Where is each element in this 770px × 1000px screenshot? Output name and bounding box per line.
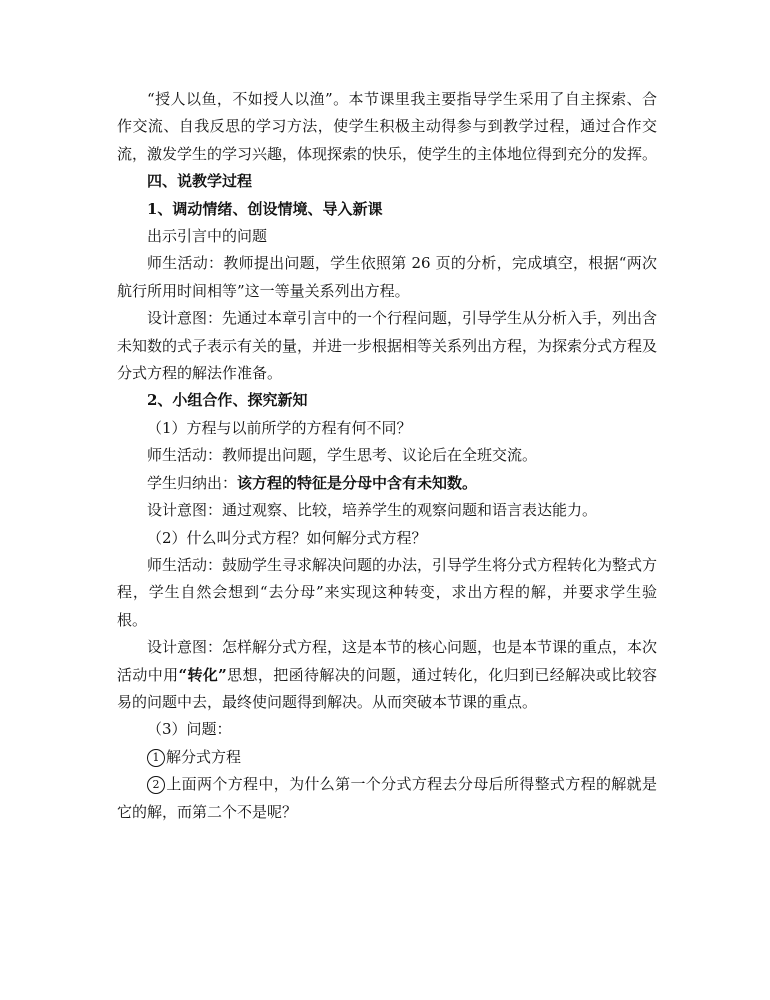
question2-design xyxy=(117,634,657,716)
question2-design-text-b: 思想，把函待解决的问题，通过转化，化归到已经解决或比较容易的问题中去，最终使问题得到解决。从而突破本节课的重点。 xyxy=(117,665,657,711)
question3: （3）问题： xyxy=(147,720,232,739)
step1-activity-paragraph: 师生活动：教师提出问题，学生依照第 26 页的分析，完成填空，根据“两次航行所用时间相等”这一等量关系列出方程。 xyxy=(117,254,657,300)
question3-item2 xyxy=(117,771,657,826)
step1-show-text: 出示引言中的问题 xyxy=(147,227,268,246)
section4-heading: 四、说教学过程 xyxy=(147,172,253,191)
question1-activity: 师生活动：教师提出问题，学生思考、议论后在全班交流。 xyxy=(147,446,538,465)
question2-design-bold: “转化” xyxy=(178,665,227,684)
intro-paragraph: “授人以鱼，不如授人以渔”。本节课里我主要指导学生采用了自主探索、合作交流、自我反思的学习方法，使学生积极主动得参与到教学过程，通过合作交流，激发学生的学习兴趣，体现探索的快乐，使学生的主体地位得到充分的发挥。 xyxy=(117,90,658,163)
question1: （1）方程与以前所学的方程有何不同？ xyxy=(147,418,412,437)
question3-item1 xyxy=(117,744,657,771)
question1-summary-bold: 该方程的特征是分母中含有未知数。 xyxy=(237,473,478,492)
step1-design-paragraph: 设计意图：先通过本章引言中的一个行程问题，引导学生从分析入手，列出含未知数的式子表示有关的量，并进一步根据相等关系列出方程，为探索分式方程及分式方程的解法作准备。 xyxy=(117,309,658,383)
question2-design-text-a: 设计意图：怎样解分式方程，这是本节的核心问题，也是本节课的重点，本次活动中用 xyxy=(117,638,658,684)
circled-number-1: 1 xyxy=(147,749,165,767)
document-page xyxy=(117,86,657,826)
step2-heading: 2、小组合作、探究新知 xyxy=(147,391,308,410)
question1-design: 设计意图：通过观察、比较，培养学生的观察问题和语言表达能力。 xyxy=(147,501,598,520)
step1-heading: 1、调动情绪、创设情境、导入新课 xyxy=(147,199,383,218)
question3-item1-text: 解分式方程 xyxy=(166,747,242,766)
circled-number-2: 2 xyxy=(147,776,165,794)
question2: （2）什么叫分式方程？如何解分式方程？ xyxy=(147,528,427,547)
question1-summary-prefix: 学生归纳出： xyxy=(147,473,238,492)
question3-item2-text: 上面两个方程中，为什么第一个分式方程去分母后所得整式方程的解就是它的解，而第二个不是呢？ xyxy=(117,775,657,821)
question1-summary xyxy=(117,470,657,497)
question2-activity: 师生活动：鼓励学生寻求解决问题的办法，引导学生将分式方程转化为整式方程，学生自然会想到“去分母”来实现这种转变，求出方程的解，并要求学生验根。 xyxy=(117,555,658,629)
